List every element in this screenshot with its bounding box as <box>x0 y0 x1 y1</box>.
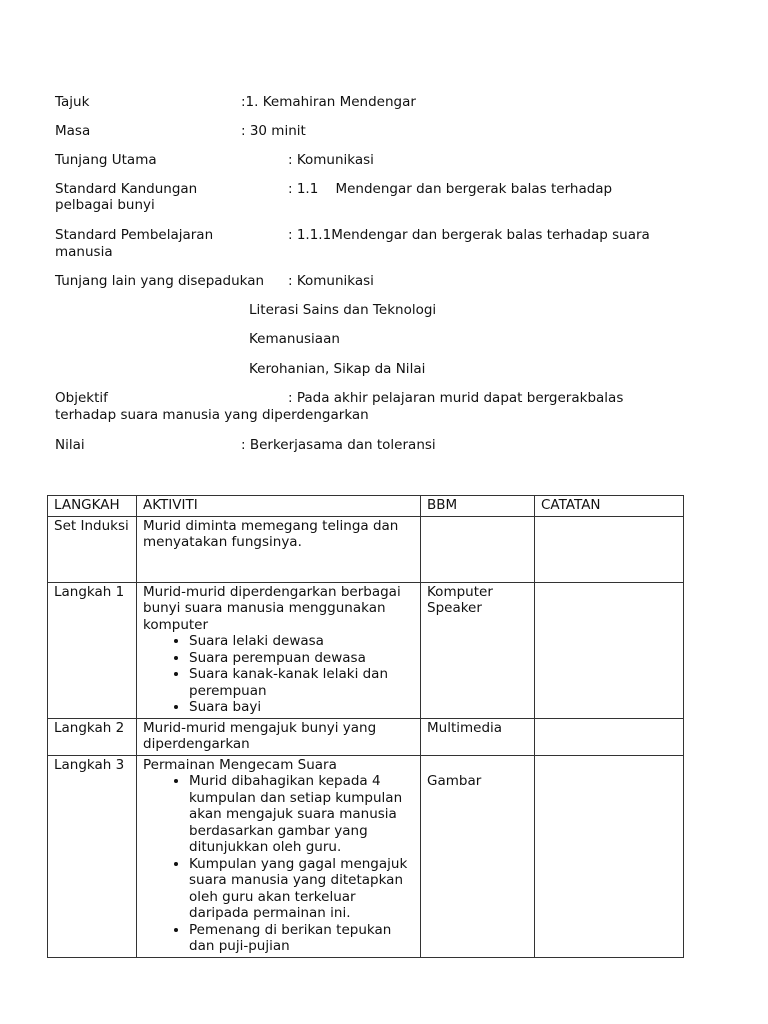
aktiviti-text: Murid-murid diperdengarkan berbagai bunyi suara manusia menggunakan komputer <box>143 583 401 633</box>
tunjang-utama-value: : Komunikasi <box>288 152 374 168</box>
row-bbm <box>421 755 535 957</box>
aktiviti-text: Murid-murid mengajuk bunyi yang diperdengarkan <box>143 719 377 752</box>
table-header-row <box>48 496 684 517</box>
aktiviti-text: Murid diminta memegang telinga dan menyatakan fungsinya. <box>143 517 399 550</box>
standard-kandungan-label: Standard Kandungan <box>55 181 198 197</box>
objektif-value: : Pada akhir pelajaran murid dapat bergerakbalas <box>288 390 624 406</box>
standard-kandungan-cont: pelbagai bunyi <box>55 197 155 213</box>
row-catatan <box>535 755 684 957</box>
aktiviti-text: Permainan Mengecam Suara <box>143 756 337 773</box>
row-langkah: Langkah 2 <box>48 718 137 755</box>
row-bbm: Komputer Speaker <box>421 582 535 718</box>
standard-kandungan-value: : 1.1 Mendengar dan bergerak balas terhadap <box>288 181 613 197</box>
list-item: • Murid dibahagikan kepada 4 kumpulan dan setiap kumpulan akan mengajuk suara manusia berdasarkan gambar yang ditunjukkan oleh guru. <box>189 773 414 856</box>
aktiviti-bullet-list <box>143 773 414 955</box>
aktiviti-bullet-list <box>143 633 414 716</box>
standard-pembelajaran-label: Standard Pembelajaran <box>55 227 214 243</box>
tunjang-lain-value: : Komunikasi <box>288 273 374 289</box>
tunjang-lain-extra-2: Kemanusiaan <box>249 331 340 347</box>
row-aktiviti <box>137 718 421 755</box>
row-aktiviti <box>137 516 421 582</box>
tajuk-value: :1. Kemahiran Mendengar <box>241 94 416 110</box>
header-catatan: CATATAN <box>535 496 684 517</box>
list-item: • Suara perempuan dewasa <box>189 650 414 667</box>
bbm-spacer <box>427 757 528 773</box>
lesson-plan-table <box>47 495 684 958</box>
row-aktiviti <box>137 582 421 718</box>
row-langkah: Set Induksi <box>48 516 137 582</box>
row-langkah: Langkah 3 <box>48 755 137 957</box>
list-item: • Pemenang di berikan tepukan dan puji-pujian <box>189 922 414 955</box>
table-row <box>48 582 684 718</box>
row-aktiviti <box>137 755 421 957</box>
nilai-value: : Berkerjasama dan toleransi <box>241 437 436 453</box>
tajuk-label: Tajuk <box>55 94 90 110</box>
list-item: • Kumpulan yang gagal mengajuk suara manusia yang ditetapkan oleh guru akan terkeluar daripada permainan ini. <box>189 856 414 922</box>
header-langkah: LANGKAH <box>48 496 137 517</box>
tunjang-lain-extra-3: Kerohanian, Sikap da Nilai <box>249 361 426 377</box>
row-bbm <box>421 516 535 582</box>
table-row <box>48 516 684 582</box>
bbm-text: Gambar <box>427 772 482 789</box>
list-item: • Suara kanak-kanak lelaki dan perempuan <box>189 666 414 699</box>
standard-pembelajaran-cont: manusia <box>55 244 113 260</box>
row-langkah: Langkah 1 <box>48 582 137 718</box>
nilai-label: Nilai <box>55 437 85 453</box>
table-row <box>48 718 684 755</box>
objektif-label: Objektif <box>55 390 108 406</box>
row-bbm: Multimedia <box>421 718 535 755</box>
standard-pembelajaran-value: : 1.1.1Mendengar dan bergerak balas terhadap suara <box>288 227 650 243</box>
masa-label: Masa <box>55 123 91 139</box>
table-row <box>48 755 684 957</box>
objektif-cont: terhadap suara manusia yang diperdengarkan <box>55 407 369 423</box>
tunjang-lain-extra-1: Literasi Sains dan Teknologi <box>249 302 437 318</box>
row-catatan <box>535 718 684 755</box>
masa-value: : 30 minit <box>241 123 306 139</box>
row-catatan <box>535 582 684 718</box>
list-item: • Suara lelaki dewasa <box>189 633 414 650</box>
tunjang-lain-label: Tunjang lain yang disepadukan <box>55 273 265 289</box>
header-bbm: BBM <box>421 496 535 517</box>
list-item: • Suara bayi <box>189 699 414 716</box>
header-aktiviti: AKTIVITI <box>137 496 421 517</box>
row-catatan <box>535 516 684 582</box>
tunjang-utama-label: Tunjang Utama <box>55 152 157 168</box>
